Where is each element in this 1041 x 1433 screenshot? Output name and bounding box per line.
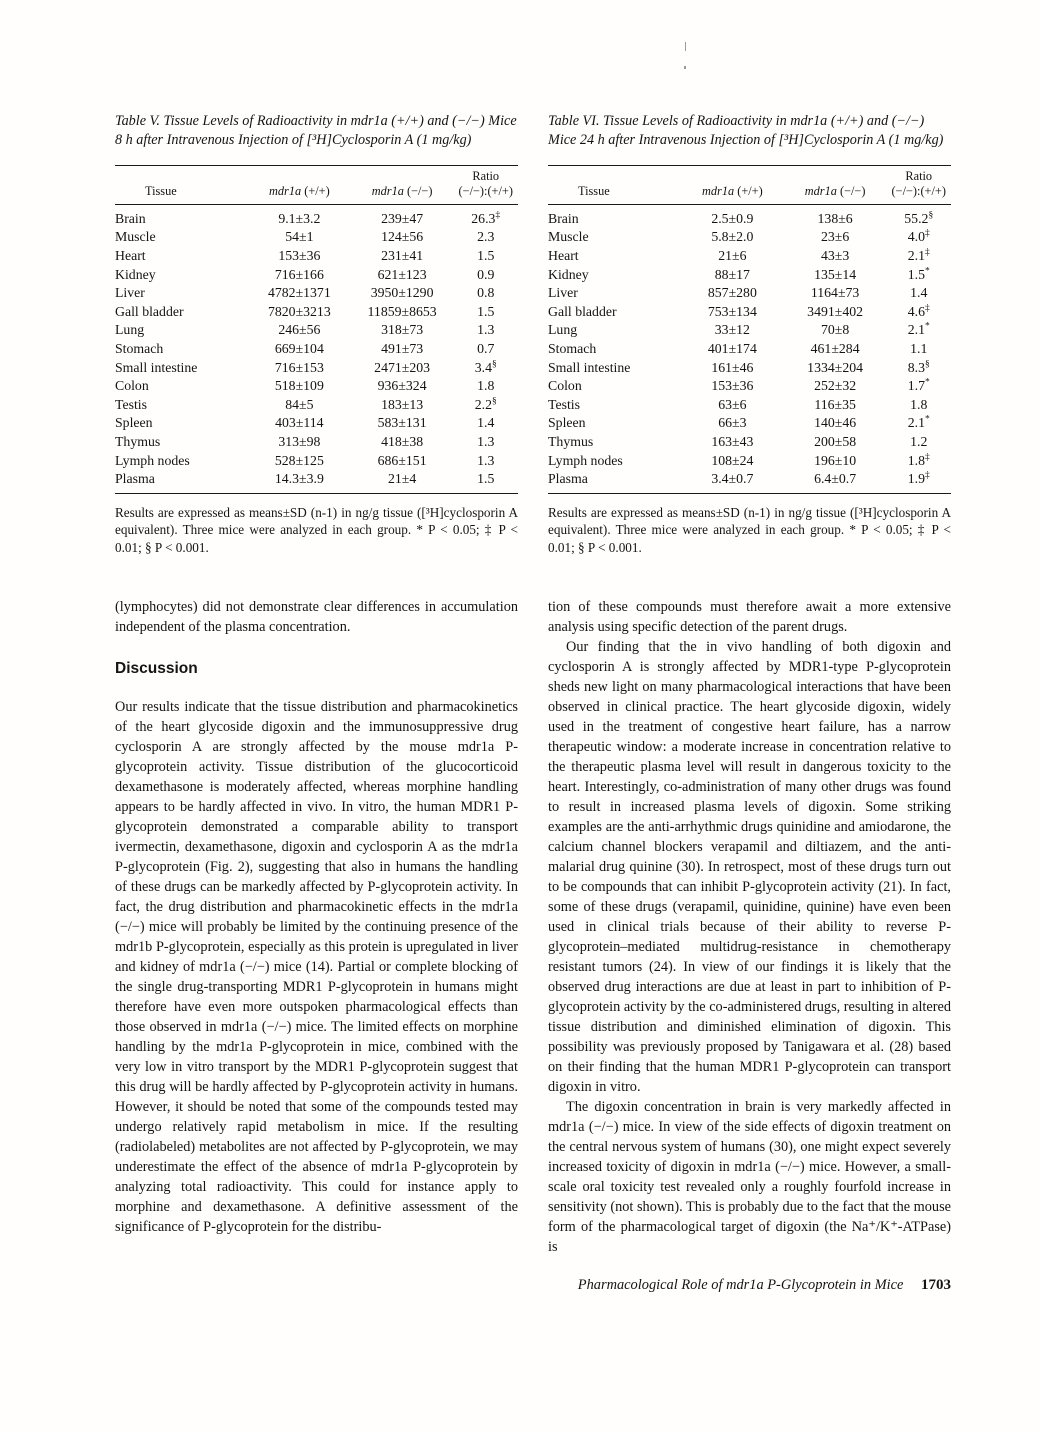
ratio-cell: 1.4 [477,415,495,431]
value-cell: 4782±1371 [267,285,331,301]
ratio-cell: 1.3 [477,322,495,338]
table-row [115,470,518,494]
value-cell: 138±6 [817,210,853,226]
ratio-cell: 0.7 [477,340,495,356]
ratio-cell: 4.6‡ [907,303,930,319]
value-cell: 621±123 [377,266,427,282]
value-cell: 528±125 [274,452,324,468]
ratio-cell: 1.3 [477,433,495,449]
value-cell: 14.3±3.9 [274,471,324,487]
tissue-cell: Plasma [548,471,588,487]
value-cell: 23±6 [820,229,850,245]
tissue-cell: Small intestine [115,359,198,375]
value-cell: 461±284 [810,340,860,356]
value-cell: 161±46 [711,359,754,375]
value-cell: 1164±73 [810,285,860,301]
value-cell: 313±98 [278,433,321,449]
value-cell: 7820±3213 [267,303,331,319]
value-cell: 716±153 [274,359,324,375]
continuation-paragraph: tion of these compounds must therefore await a more extensive analysis using specific detection of the parent drugs. [548,598,951,635]
table-row [115,302,518,321]
scan-artifact [684,66,686,69]
table-row [548,265,951,284]
table-row [548,321,951,340]
table-row [115,358,518,377]
value-cell: 66±3 [718,415,747,431]
table-vi-title: Table VI. Tissue Levels of Radioactivity in mdr1a (+/+) and (−/−) Mice 24 h after Intravenous Injection of [³H]Cyclosporin A (1 mg/kg) [548,113,944,149]
body-text-row [115,597,951,1257]
tissue-cell: Stomach [548,340,597,356]
value-cell: 231±41 [381,247,424,263]
value-cell: 1334±204 [807,359,864,375]
col-header-wildtype: mdr1a (+/+) [248,166,351,205]
value-cell: 403±114 [275,415,324,431]
value-cell: 140±46 [814,415,857,431]
ratio-cell: 2.1* [907,414,930,431]
value-cell: 2.5±0.9 [711,210,754,226]
col-header-tissue: Tissue [115,166,248,205]
table-row [115,284,518,303]
table-row [115,432,518,451]
value-cell: 753±134 [707,303,757,319]
value-cell: 401±174 [707,340,757,356]
table-v-footnote: Results are expressed as means±SD (n-1) in ng/g tissue ([³H]cyclosporin A equivalent). Three mice were analyzed in each group. * P < 0.05; ‡ P < 0.01; § P < 0.001. [115,504,518,556]
table-vi [548,165,951,494]
table-row [548,358,951,377]
table-row [115,228,518,247]
tissue-cell: Testis [115,396,147,412]
tissue-cell: Liver [548,285,578,301]
tissue-cell: Kidney [115,266,156,282]
table-row [115,204,518,228]
value-cell: 418±38 [381,433,424,449]
value-cell: 43±3 [820,247,850,263]
tissue-cell: Colon [115,378,149,394]
table-row [548,246,951,265]
value-cell: 669±104 [274,340,324,356]
page-footer [115,1277,951,1294]
ratio-cell: 1.5 [477,303,495,319]
ratio-cell: 1.2 [910,433,928,449]
ratio-cell: 0.8 [477,285,495,301]
table-row [548,432,951,451]
table-row [115,339,518,358]
tissue-cell: Heart [548,247,579,263]
col-header-tissue: Tissue [548,166,681,205]
value-cell: 11859±8653 [367,303,437,319]
value-cell: 3950±1290 [370,285,434,301]
ratio-cell: 1.5 [477,471,495,487]
table-row [548,302,951,321]
value-cell: 2471±203 [374,359,431,375]
table-row [548,414,951,433]
table-row [548,470,951,494]
table-row [115,246,518,265]
value-cell: 5.8±2.0 [711,229,754,245]
table-row [548,377,951,396]
ratio-cell: 1.5 [477,247,495,263]
discussion-paragraph: Our results indicate that the tissue distribution and pharmacokinetics of the heart glycoside digoxin and the immunosuppressive drug cyclosporin A are strongly affected by the mouse mdr1a P-glycoprotein activity. Tissue distribution of the glucocorticoid dexamethasone is moderately affected, whereas morphine handling appears to be hardly affected in vivo. In vitro, the human MDR1 P-glycoprotein demonstrated a comparable ability to transport ivermectin, dexamethasone, digoxin and cyclosporin A as the mdr1a P-glycoprotein (Fig. 2), suggesting that also in humans the handling of these drugs can be markedly affected by P-glycoprotein activity. In fact, the drug distribution and pharmacokinetic effects in the mdr1a (−/−) mice will probably be limited by the continuing presence of the mdr1b P-glycoprotein, especially as this protein is upregulated in liver and kidney of mdr1a (−/−) mice (14). Partial or complete blocking of the single drug-transporting MDR1 P-glycoprotein in humans might therefore have even more outspoken pharmacological effects than those observed in mdr1a (−/−) mice. The limited effects on morphine handling by the mdr1a P-glycoprotein in mice, combined with the very low in vitro transport by the MDR1 P-glycoprotein suggest that this drug will be hardly affected by P-glycoprotein activity in humans. However, it should be noted that some of the compounds tested may undergo relatively rapid metabolism in mice. If the resulting (radiolabeled) metabolites are not affected by P-glycoprotein, we may underestimate the effect of the absence of mdr1a P-glycoprotein by analyzing total radioactivity. This could for instance apply to morphine and dexamethasone. A definitive assessment of the significance of P-glycoprotein for the distribu- [115,698,518,1235]
ratio-cell: 0.9 [477,266,495,282]
ratio-cell: 1.5* [907,265,930,282]
body-paragraph: Our finding that the in vivo handling of both digoxin and cyclosporin A is strongly affected by MDR1-type P-glycoprotein sheds new light on many pharmacological interactions that have been observed in clinical practice. The heart glycoside digoxin, widely used in the treatment of congestive heart failure, has a narrow therapeutic window: a moderate increase in concentration relative to the therapeutic plasma level will result in dangerous toxicity to the heart. Interestingly, co-administration of many other drugs was found to result in increased plasma levels of digoxin. Some striking examples are the anti-arrhythmic drugs quinidine and amiodarone, the calcium channel blockers verapamil and diltiazem, and the anti-malarial drug quinine (30). In retrospect, most of these drugs turn out to be compounds that can inhibit P-glycoprotein activity (21). In fact, some of these drugs (verapamil, quinidine, quinine) have even been used in clinical trials because of their ability to reverse P-glycoprotein–mediated multidrug-resistance in chemotherapy resistant tumors (24). In view of our findings it is likely that the observed drug interactions are due at least in part to inhibition of P-glycoprotein activity by the co-administered drugs, resulting in altered tissue distribution and diminished elimination of digoxin. This possibility was previously proposed by Tanigawara et al. (28) based on their finding that the human MDR1 P-glycoprotein can transport digoxin in vitro. [548,638,951,1095]
tissue-cell: Gall bladder [115,303,184,319]
value-cell: 33±12 [714,322,750,338]
tissue-cell: Colon [548,378,582,394]
value-cell: 200±58 [814,433,857,449]
col-header-ratio: Ratio (−/−):(+/+) [886,166,951,205]
tissue-cell: Lung [115,322,145,338]
table-vi-block [548,112,951,557]
value-cell: 153±36 [711,378,754,394]
table-vi-body [548,204,951,493]
table-row [115,265,518,284]
ratio-cell: 1.1 [910,340,928,356]
table-vi-footnote: Results are expressed as means±SD (n-1) in ng/g tissue ([³H]cyclosporin A equivalent). Three mice were analyzed in each group. * P < 0.05; ‡ P < 0.01; § P < 0.001. [548,504,951,556]
ratio-cell: 1.9‡ [907,470,930,487]
tissue-cell: Kidney [548,266,589,282]
tissue-cell: Heart [115,247,146,263]
ratio-cell: 1.8 [910,396,928,412]
ratio-cell: 2.1‡ [907,247,930,263]
table-row [115,377,518,396]
table-row [115,321,518,340]
value-cell: 70±8 [820,322,850,338]
value-cell: 491±73 [381,340,424,356]
value-cell: 6.4±0.7 [814,471,857,487]
value-cell: 318±73 [381,322,424,338]
value-cell: 183±13 [381,396,424,412]
scan-artifact [685,42,686,51]
running-title: Pharmacological Role of mdr1a P-Glycoprotein in Mice [577,1276,904,1293]
value-cell: 84±5 [285,396,314,412]
table-v-block [115,112,518,557]
ratio-cell: 1.8‡ [907,451,930,468]
value-cell: 3.4±0.7 [711,471,754,487]
discussion-heading: Discussion [115,659,198,677]
tissue-cell: Spleen [548,415,586,431]
value-cell: 3491±402 [807,303,864,319]
value-cell: 116±35 [814,396,856,412]
value-cell: 252±32 [814,378,857,394]
table-v-title: Table V. Tissue Levels of Radioactivity in mdr1a (+/+) and (−/−) Mice 8 h after Intravenous Injection of [³H]Cyclosporin A (1 mg/kg) [115,113,517,149]
table-row [548,395,951,414]
ratio-cell: 26.3‡ [471,210,501,226]
table-row [548,451,951,470]
value-cell: 135±14 [814,266,857,282]
tissue-cell: Thymus [548,433,594,449]
value-cell: 108±24 [711,452,754,468]
ratio-cell: 1.8 [477,378,495,394]
tissue-cell: Liver [115,285,145,301]
table-row [548,204,951,228]
tissue-cell: Testis [548,396,580,412]
continuation-paragraph: (lymphocytes) did not demonstrate clear differences in accumulation independent of the plasma concentration. [115,598,518,635]
table-vi-header [548,166,951,205]
ratio-cell: 3.4§ [474,358,497,375]
value-cell: 88±17 [714,266,750,282]
value-cell: 9.1±3.2 [278,210,321,226]
col-header-ratio: Ratio (−/−):(+/+) [453,166,518,205]
value-cell: 153±36 [278,247,321,263]
body-paragraph: The digoxin concentration in brain is very markedly affected in mdr1a (−/−) mice. In view of the side effects of digoxin treatment on the central nervous system of humans (30), one might expect severely increased toxicity of digoxin in mdr1a (−/−) mice. However, a small-scale oral toxicity test revealed only a roughly fourfold increase in sensitivity (not shown). This is probably due to the fact that the mouse form of the pharmacological target of digoxin (the Na⁺/K⁺-ATPase) is [548,1098,951,1255]
tissue-cell: Brain [115,210,146,226]
value-cell: 716±166 [274,266,324,282]
page-content [115,112,951,1294]
col-header-knockout: mdr1a (−/−) [784,166,887,205]
value-cell: 583±131 [377,415,427,431]
tissue-cell: Lymph nodes [548,452,623,468]
tissue-cell: Stomach [115,340,164,356]
table-row [115,451,518,470]
ratio-cell: 2.2§ [474,396,497,412]
tissue-cell: Muscle [548,229,589,245]
value-cell: 124±56 [381,229,424,245]
tissue-cell: Lung [548,322,578,338]
tissue-cell: Muscle [115,229,156,245]
value-cell: 246±56 [278,322,321,338]
tissue-cell: Lymph nodes [115,452,190,468]
left-column [115,597,518,1257]
value-cell: 163±43 [711,433,754,449]
right-column [548,597,951,1257]
tissue-cell: Brain [548,210,579,226]
ratio-cell: 55.2§ [904,210,934,226]
table-v-header [115,166,518,205]
tissue-cell: Small intestine [548,359,631,375]
value-cell: 936±324 [377,378,427,394]
value-cell: 196±10 [814,452,857,468]
table-row [115,395,518,414]
ratio-cell: 1.3 [477,452,495,468]
col-header-knockout: mdr1a (−/−) [351,166,454,205]
value-cell: 21±4 [387,471,417,487]
value-cell: 518±109 [274,378,324,394]
col-header-wildtype: mdr1a (+/+) [681,166,784,205]
ratio-cell: 2.1* [907,321,930,338]
tissue-cell: Gall bladder [548,303,617,319]
ratio-cell: 8.3§ [907,358,930,375]
tissue-cell: Plasma [115,471,155,487]
ratio-cell: 1.4 [910,285,928,301]
table-v [115,165,518,494]
page-number: 1703 [921,1276,951,1293]
tables-row [115,112,951,557]
tissue-cell: Spleen [115,415,153,431]
table-row [115,414,518,433]
value-cell: 54±1 [285,229,314,245]
table-row [548,284,951,303]
value-cell: 686±151 [377,452,427,468]
ratio-cell: 2.3 [477,229,495,245]
tissue-cell: Thymus [115,433,161,449]
value-cell: 239±47 [381,210,424,226]
table-v-body [115,204,518,493]
ratio-cell: 4.0‡ [907,228,930,245]
table-row [548,228,951,247]
value-cell: 21±6 [718,247,747,263]
ratio-cell: 1.7* [907,377,930,394]
value-cell: 857±280 [707,285,757,301]
table-row [548,339,951,358]
value-cell: 63±6 [718,396,747,412]
